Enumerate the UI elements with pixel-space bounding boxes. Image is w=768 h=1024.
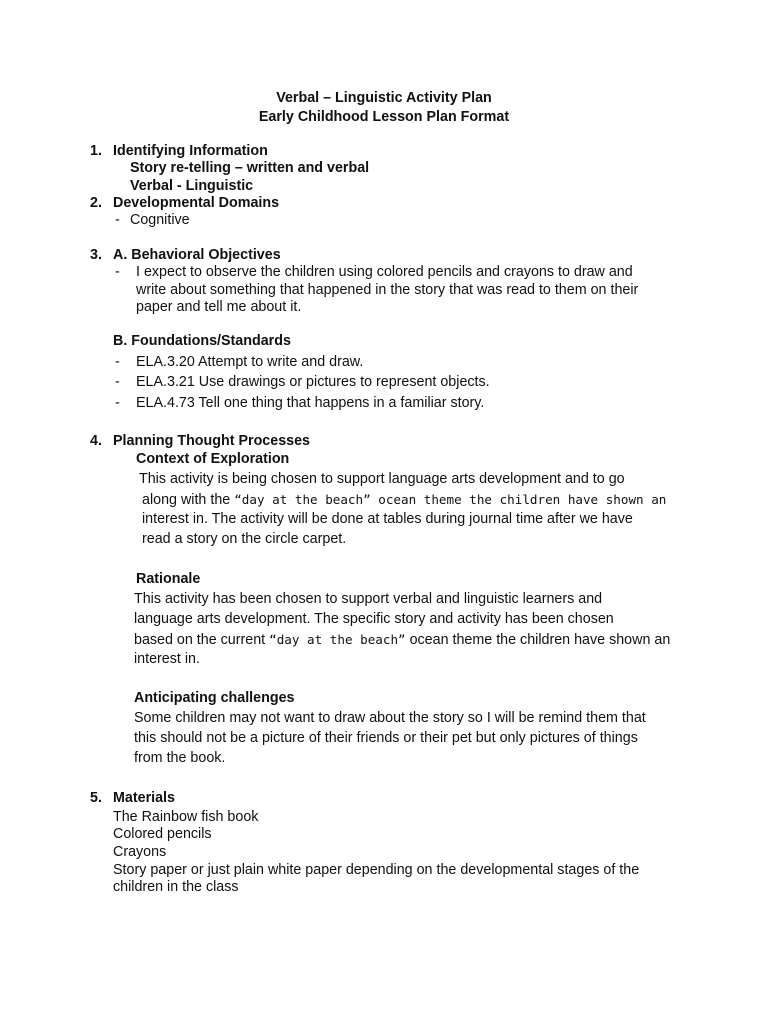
context-line-2 — [142, 491, 666, 509]
rationale-line-3 — [134, 631, 670, 649]
rationale-line-3-theme: “day at the beach” — [269, 632, 406, 647]
challenges-line-2: this should not be a picture of their friends or their pet but only pictures of things — [134, 730, 638, 746]
section-1-line-1: Story re-telling – written and verbal — [130, 160, 370, 176]
context-heading: Context of Exploration — [136, 451, 290, 467]
rationale-line-3-start: based on the current — [134, 632, 270, 648]
section-1-number: 1. — [90, 143, 102, 159]
section-2-item: Cognitive — [130, 212, 190, 228]
objective-line-3: paper and tell me about it. — [136, 299, 302, 315]
rationale-line-4: interest in. — [134, 651, 200, 667]
section-3b-heading: B. Foundations/Standards — [113, 333, 291, 349]
section-3a-bullet: - — [115, 264, 120, 280]
section-5-number: 5. — [90, 790, 102, 806]
standard-3-bullet: - — [115, 395, 120, 411]
standard-2-bullet: - — [115, 374, 120, 390]
objective-line-1: I expect to observe the children using colored pencils and crayons to draw and — [136, 264, 633, 280]
document-subtitle: Early Childhood Lesson Plan Format — [258, 109, 510, 125]
context-line-3: interest in. The activity will be done at tables during journal time after we have — [142, 511, 633, 527]
rationale-line-1: This activity has been chosen to support verbal and linguistic learners and — [134, 591, 603, 607]
section-1-heading: Identifying Information — [113, 143, 268, 159]
section-3a-heading: A. Behavioral Objectives — [113, 247, 281, 263]
rationale-line-2: language arts development. The specific story and activity has been chosen — [134, 611, 614, 627]
section-5-heading: Materials — [113, 790, 175, 806]
material-5: children in the class — [113, 879, 239, 895]
standard-1-bullet: - — [115, 354, 120, 370]
context-line-2-start: along with the — [142, 492, 235, 508]
rationale-heading: Rationale — [136, 571, 201, 587]
standard-3: ELA.4.73 Tell one thing that happens in a familiar story. — [136, 395, 485, 411]
section-4-number: 4. — [90, 433, 102, 449]
standard-2: ELA.3.21 Use drawings or pictures to represent objects. — [136, 374, 490, 390]
section-2-heading: Developmental Domains — [113, 195, 280, 211]
section-2-bullet: - — [115, 212, 120, 228]
document-title: Verbal – Linguistic Activity Plan — [276, 90, 492, 106]
material-2: Colored pencils — [113, 826, 212, 842]
challenges-heading: Anticipating challenges — [134, 690, 295, 706]
section-3-number: 3. — [90, 247, 102, 263]
challenges-line-1: Some children may not want to draw about the story so I will be remind them that — [134, 710, 646, 726]
section-2-number: 2. — [90, 195, 102, 211]
section-1-line-2: Verbal - Linguistic — [130, 178, 254, 194]
context-line-2-theme: “day at the beach” ocean theme the children have shown an — [234, 492, 667, 507]
section-4-heading: Planning Thought Processes — [113, 433, 311, 449]
objective-line-2: write about something that happened in the story that was read to them on their — [136, 282, 639, 298]
context-line-1: This activity is being chosen to support language arts development and to go — [139, 471, 625, 487]
material-1: The Rainbow fish book — [113, 809, 259, 825]
challenges-line-3: from the book. — [134, 750, 226, 766]
context-line-4: read a story on the circle carpet. — [142, 531, 347, 547]
rationale-line-3-end: ocean theme the children have shown an — [405, 632, 671, 648]
material-3: Crayons — [113, 844, 167, 860]
standard-1: ELA.3.20 Attempt to write and draw. — [136, 354, 364, 370]
material-4: Story paper or just plain white paper depending on the developmental stages of the — [113, 862, 640, 878]
